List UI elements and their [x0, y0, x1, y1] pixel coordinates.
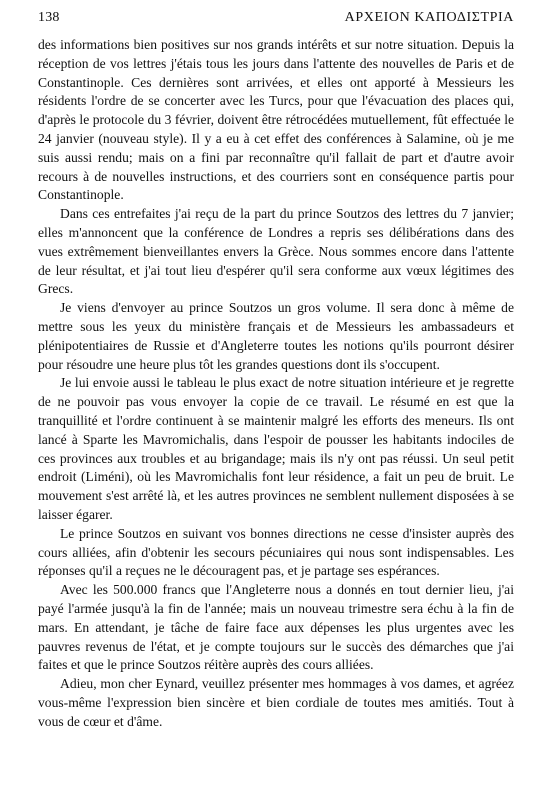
page-number: 138 — [38, 10, 60, 25]
paragraph-6: Avec les 500.000 francs que l'Angleterre nous a donnés en tout dernier lieu, j'ai payé l'armée jusqu'à la fin de l'année; mais un nouveau trimestre sera échu à la fin de mars. En attendant, je tâche de faire face aux dépenses les plus urgentes avec les pauvres revenus de l'état, et je compte toujours sur le succès des démarches que j'ai faites et que le prince Soutzos réitère auprès des cours alliées. — [38, 582, 514, 673]
paragraph-5: Le prince Soutzos en suivant vos bonnes directions ne cesse d'insister auprès des cours alliées, afin d'obtenir les secours pécuniaires qui nous sont indispensables. Les réponses qu'il a reçues ne le découragent pas, et je partage ses espérances. — [38, 525, 514, 579]
paragraph-7: Adieu, mon cher Eynard, veuillez présenter mes hommages à vos dames, et agréez vous-même l'expression bien sincère et bien cordiale de toutes mes amitiés. Tout à vous de cœur et d'âme. — [38, 676, 514, 729]
paragraph-1: des informations bien positives sur nos grands intérêts et sur notre situation. Depuis la réception de vos lettres j'étais tous les jours dans l'attente des nouvelles de Paris et de Constantinople. Ces dernières sont arrivées, et elles ont apporté à Messieurs les résidents l'ordre de se concerter avec les Turcs, pour que l'évacuation des places qui, d'après le protocole du 3 février, doivent être rétrocédées mutuellement, fût effectuée le 24 janvier (nouveau style). Il y a eu à cet effet des conférences à Salamine, où je me suis aussi rendu; mais on a fini par reconnaître qu'il fallait de part et d'autre avoir recours à de nouvelles instructions, et des courriers sont en conséquence partis pour Constantinople. — [38, 37, 514, 203]
paragraph-3: Je viens d'envoyer au prince Soutzos un gros volume. Il sera donc à même de mettre sous les yeux du ministère français et de Messieurs les ambassadeurs et plénipotentiaires de Russie et d'Angleterre toutes les notions qu'ils pourront désirer pour résoudre une heure plus tôt les grandes questions dont ils s'occupent. — [38, 300, 514, 372]
running-title: ΑΡΧΕΙΟΝ ΚΑΠΟΔΙΣΤΡΙΑ — [344, 10, 514, 25]
document-page — [38, 10, 514, 731]
page-header — [38, 10, 514, 32]
body-text — [38, 36, 514, 731]
paragraph-2: Dans ces entrefaites j'ai reçu de la part du prince Soutzos des lettres du 7 janvier; elles m'annoncent que la conférence de Londres a repris ses délibérations dans des vues extrêmement bienveillantes envers la Grèce. Nous sommes encore dans l'attente de leur résultat, et j'ai tout lieu d'espérer qu'il sera conforme aux vœux légitimes des Grecs. — [38, 206, 514, 297]
paragraph-4: Je lui envoie aussi le tableau le plus exact de notre situation intérieure et je regrette de ne pouvoir pas vous envoyer la copie de ce travail. Le résumé en est que la tranquillité et l'ordre continuent à se maintenir malgré les efforts des meneurs. Ils ont lancé à Sparte les Mavromichalis, dans l'espoir de pousser les habitants indociles de ces provinces aux troubles et au brigandage; mais ils n'y ont pas réussi. Un seul petit endroit (Liméni), où les Mavromichalis font leur résidence, a fait un peu de bruit. Le mouvement s'est arrêté là, et les autres provinces ne semblent nullement disposées à se laisser égarer. — [38, 375, 514, 522]
